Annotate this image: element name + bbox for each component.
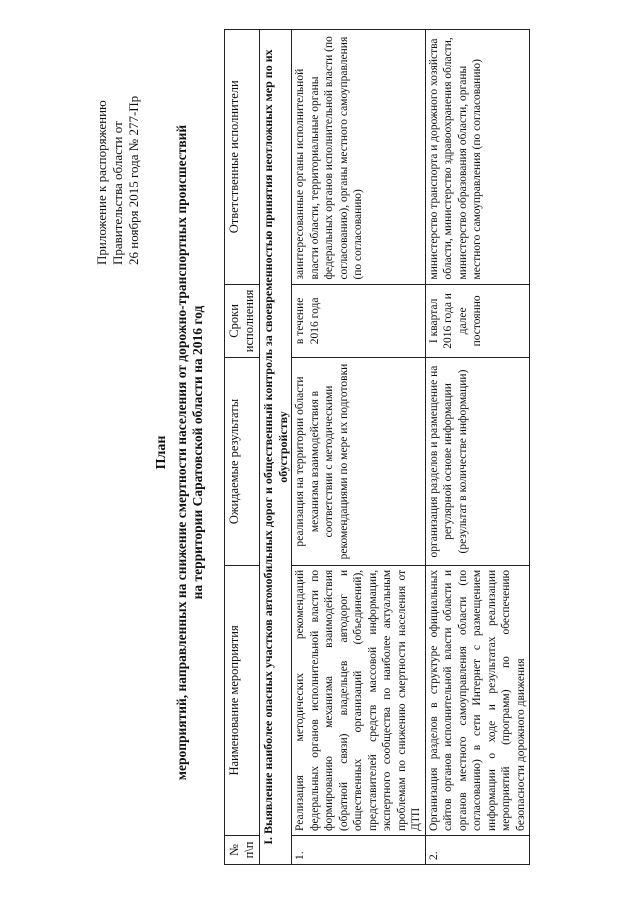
title-plan: План [154,435,169,470]
row-name: Организация разделов в структуре официальных сайтов органов исполнительной власти области и органов местного самоуправления области (по согласованию) в сети Интернет с размещением информации о ходе и результатах реализации мероприятий (программ) по обеспечению безопасности дорожного движения [425,565,530,835]
row-responsible: заинтересованные органы исполнительной власти области, территориальные органы федеральных органов исполнительной власти (по согласованию), органы местного самоуправления (по согласованию) [292,30,426,285]
row-number: 2. [425,835,530,864]
header-term: Сроки исполнения [225,284,260,358]
row-term: в течение 2016 года [292,284,426,358]
table-row [292,30,426,865]
appendix-line-2: Правительства области от [110,121,125,265]
document-title [154,0,206,905]
row-number: 1. [292,835,426,864]
appendix-line-1: Приложение к распоряжению [94,100,109,265]
row-name: Реализация методических рекомендаций федеральных органов исполнительной власти по формированию механизма взаимодействия (обратной связи) владельцев автодорог и общественных организаций (объединений), представителей средств массовой информации, экспертного сообщества по наиболее актуальным проблемам по снижению смертности населения от ДТП [292,565,426,835]
section-heading: I. Выявление наиболее опасных участков автомобильных дорог и общественный контроль за своевременностью принятия неотложных мер по их обустройству [260,30,292,865]
appendix-note [94,96,142,265]
header-result: Ожидаемые результаты [225,358,260,566]
plan-table [224,29,530,865]
title-line-2: на территории Саратовской области на 2016 год [190,305,205,600]
table-header-row [225,30,260,865]
table-row [425,30,530,865]
row-responsible: министерство транспорта и дорожного хозяйства области, министерство здравоохранения области, министерство образования области, органы местного самоуправления (по согласованию) [425,30,530,285]
header-num: № п\п [225,835,260,864]
appendix-line-3: 26 ноября 2015 года № 277-Пр [126,95,141,265]
row-result: организация разделов и размещение на регулярной основе информации (результат в количестве информации) [425,358,530,566]
section-row [260,30,292,865]
row-result: реализация на территории области механизма взаимодействия в соответствии с методическими рекомендациями по мере их подготовки [292,358,426,566]
title-line-1: мероприятий, направленных на снижение смертности населения от дорожно-транспортных происшествий [174,124,189,781]
header-responsible: Ответственные исполнители [225,30,260,285]
header-name: Наименование мероприятия [225,565,260,835]
row-term: I квартал 2016 года и далее постоянно [425,284,530,358]
